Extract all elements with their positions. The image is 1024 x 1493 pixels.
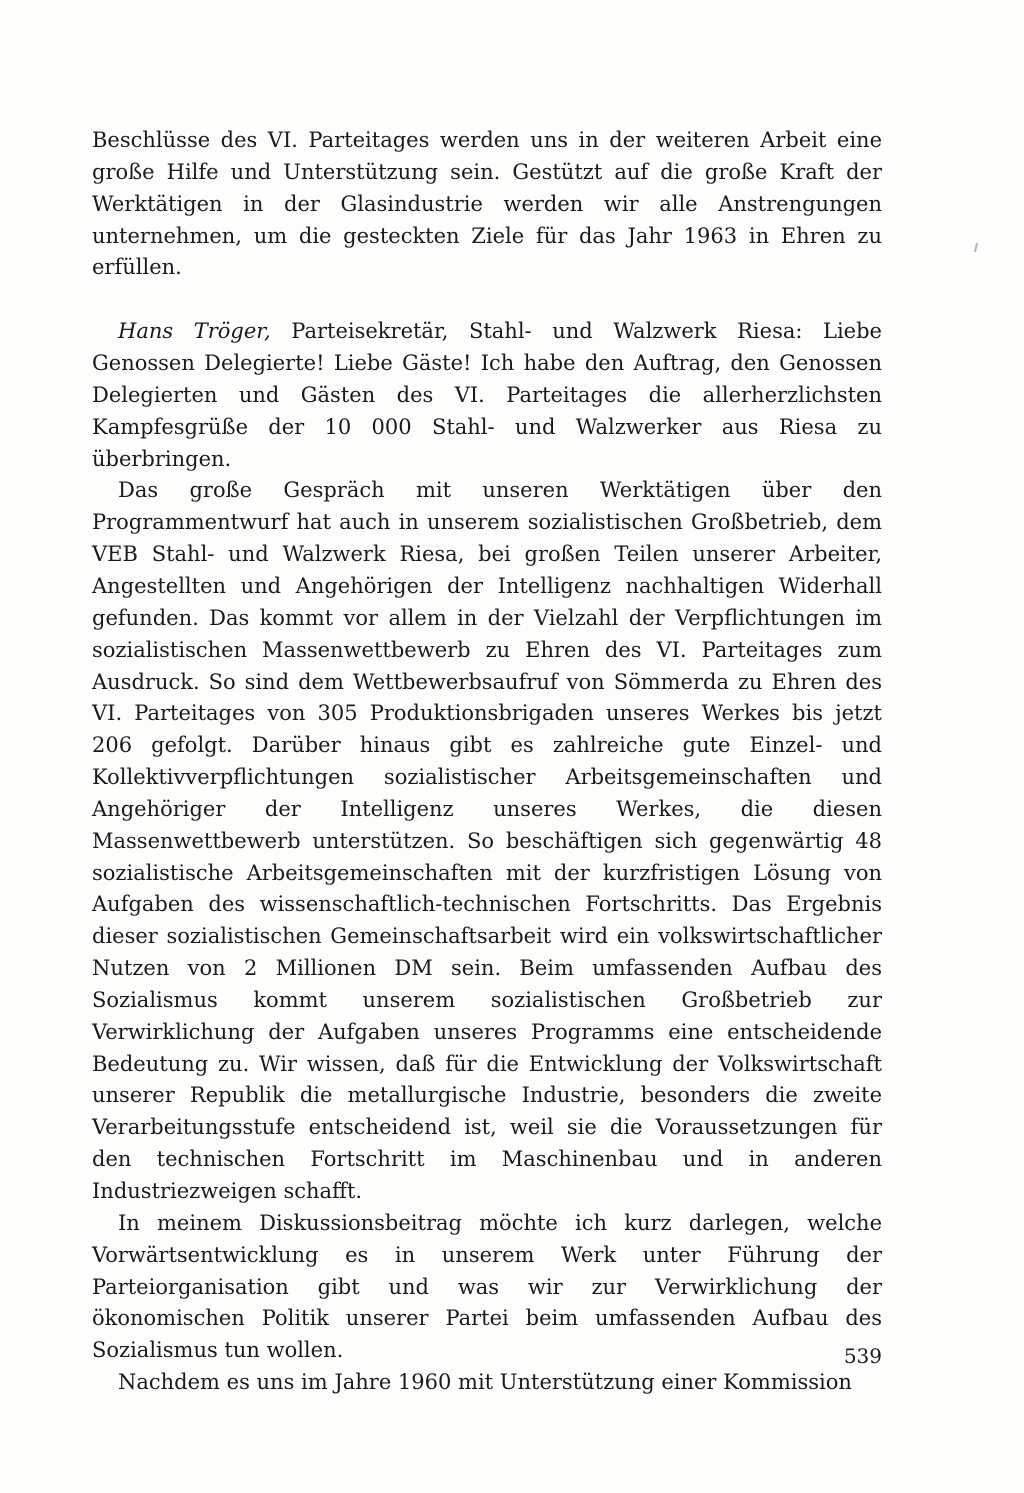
paragraph-1: Beschlüsse des VI. Parteitages werden uns in der weiteren Arbeit eine große Hilfe und Unterstützung sein. Gestützt auf die große Kraft der Werktätigen in der Glasindustrie werden wir alle Anstrengungen unternehmen, um die gesteckten Ziele für das Jahr 1963 in Ehren zu erfüllen.	[92, 128, 882, 280]
paper-speck	[974, 243, 978, 252]
speaker-name: Hans Tröger,	[118, 319, 271, 344]
body-text	[92, 125, 882, 1399]
paragraph-2	[92, 316, 882, 475]
paragraph-5: Nachdem es uns im Jahre 1960 mit Unterstützung einer Kommission	[118, 1370, 852, 1395]
paragraph-4: In meinem Diskussionsbeitrag möchte ich kurz darlegen, welche Vorwärtsentwicklung es in unserem Werk unter Führung der Parteiorganisation gibt und was wir zur Verwirklichung der ökonomischen Politik unserer Partei beim umfassenden Aufbau des Sozialismus tun wollen.	[92, 1210, 882, 1363]
paragraph-3: Das große Gespräch mit unseren Werktätigen über den Programmentwurf hat auch in unserem sozialistischen Großbetrieb, dem VEB Stahl- und Walzwerk Riesa, bei großen Teilen unserer Arbeiter, Angestellten und Angehörigen der Intelligenz nachhaltigen Widerhall gefunden. Das kommt vor allem in der Vielzahl der Verpflichtungen im sozialistischen Massenwettbewerb zu Ehren des VI. Parteitages zum Ausdruck. So sind dem Wettbewerbsaufruf von Sömmerda zu Ehren des VI. Parteitages von 305 Produktionsbrigaden unseres Werkes bis jetzt 206 gefolgt. Darüber hinaus gibt es zahlreiche gute Einzel- und Kollektivverpflichtungen sozialistischer Arbeitsgemeinschaften und Angehöriger der Intelligenz unseres Werkes, die diesen Massenwettbewerb unterstützen. So beschäftigen sich gegenwärtig 48 sozialistische Arbeitsgemeinschaften mit der kurzfristigen Lösung von Aufgaben des wissenschaftlich-technischen Fortschritts. Das Ergebnis dieser sozialistischen Gemeinschaftsarbeit wird ein volkswirtschaftlicher Nutzen von 2 Millionen DM sein. Beim umfassenden Aufbau des Sozialismus kommt unserem sozialistischen Großbetrieb zur Verwirklichung der Aufgaben unseres Programms eine entscheidende Bedeutung zu. Wir wissen, daß für die Entwicklung der Volkswirtschaft unserer Republik die metallurgische Industrie, besonders die zweite Verarbeitungsstufe entscheidend ist, weil sie die Voraussetzungen für den technischen Fortschritt im Maschinenbau und in anderen Industriezweigen schafft.	[92, 478, 882, 1203]
paragraph-2-text: Parteisekretär, Stahl- und Walzwerk Riesa: Liebe Genossen Delegierte! Liebe Gäste! Ich habe den Auftrag, den Genossen Delegierten und Gästen des VI. Parteitages die allerherzlichsten Kampfesgrüße der 10 000 Stahl- und Walzwerker aus Riesa zu überbringen.	[92, 319, 882, 471]
page-number: 539	[843, 1344, 882, 1368]
